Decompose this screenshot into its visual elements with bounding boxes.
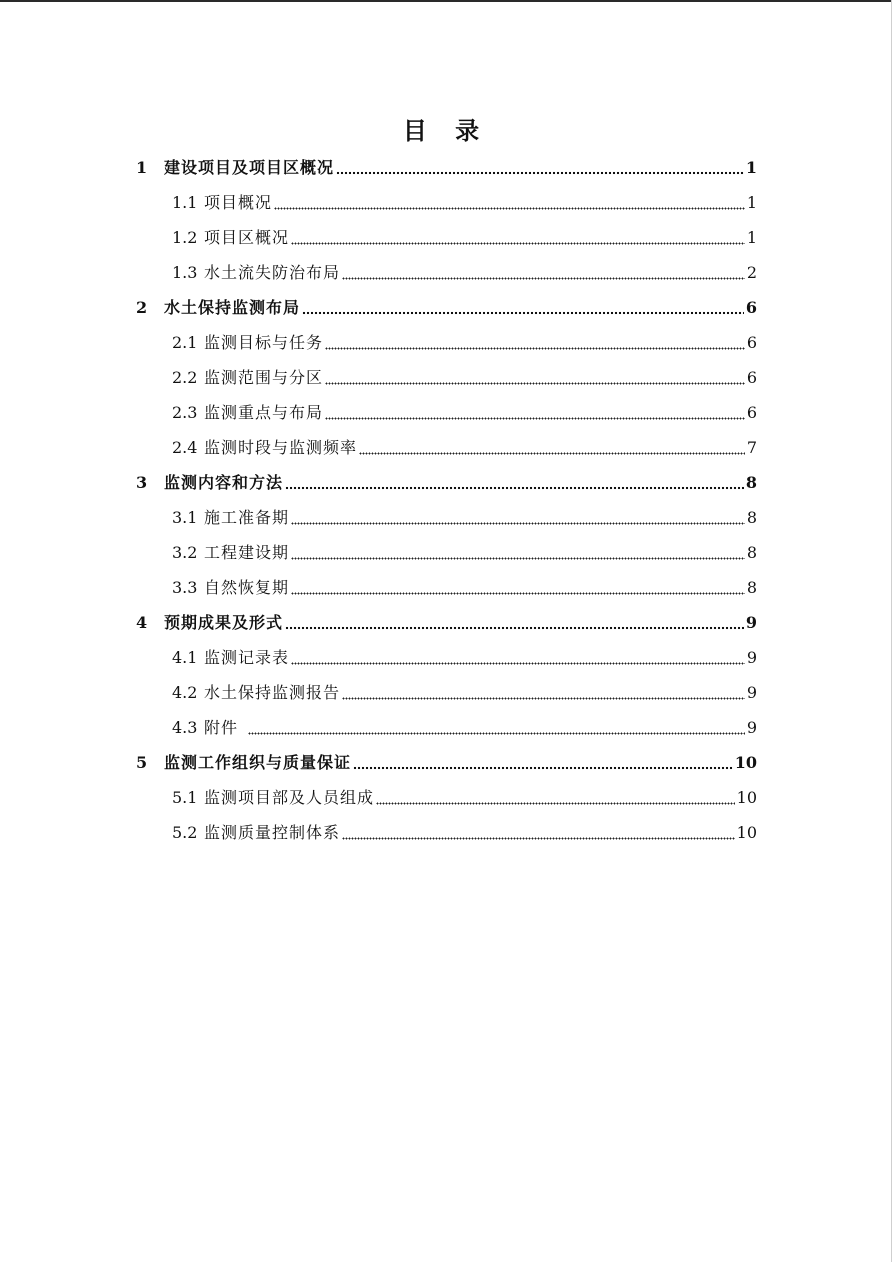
toc-entry-page: 8 [745, 473, 757, 492]
toc-entry-number: 1.1 [172, 193, 198, 212]
toc-entry-text: 监测时段与监测频率 [204, 438, 358, 457]
toc-entry[interactable] [136, 465, 757, 500]
toc-entry-text: 监测范围与分区 [204, 368, 324, 387]
toc-entry-number: 4.2 [172, 683, 198, 702]
toc-entry-text: 项目区概况 [204, 228, 290, 247]
toc-entry-page: 6 [746, 368, 757, 387]
toc-entry-text: 项目概况 [204, 193, 273, 212]
toc-entry[interactable] [172, 570, 757, 605]
toc-dot-leader [342, 675, 745, 710]
toc-entry-page: 8 [746, 543, 757, 562]
toc-dot-leader [325, 360, 745, 395]
toc-entry-text: 监测项目部及人员组成 [204, 788, 375, 807]
toc-entry-page: 9 [746, 718, 757, 737]
toc-dot-leader [291, 500, 745, 535]
toc-entry-page: 8 [746, 508, 757, 527]
toc-entry[interactable] [172, 395, 757, 430]
toc-entry-number: 2 [136, 298, 148, 317]
toc-entry-page: 2 [746, 263, 757, 282]
toc-entry-number: 5.1 [172, 788, 198, 807]
toc-entry-page: 6 [745, 298, 757, 317]
toc-dot-leader [325, 325, 745, 360]
toc-entry-text: 监测记录表 [204, 648, 290, 667]
toc-dot-leader [376, 780, 735, 815]
toc-entry[interactable] [172, 780, 757, 815]
toc-entry-text: 工程建设期 [204, 543, 290, 562]
toc-entry-number: 3.1 [172, 508, 198, 527]
toc-entry[interactable] [172, 430, 757, 465]
toc-entry-text: 建设项目及项目区概况 [164, 158, 335, 177]
toc-dot-leader [302, 290, 744, 325]
toc-entry-page: 8 [746, 578, 757, 597]
toc-entry[interactable] [172, 640, 757, 675]
toc-dot-leader [248, 710, 745, 745]
toc-entry[interactable] [136, 290, 757, 325]
toc-entry-text: 自然恢复期 [204, 578, 290, 597]
toc-dot-leader [325, 395, 745, 430]
toc-entry-text: 监测内容和方法 [164, 473, 284, 492]
toc-entry-text: 水土流失防治布局 [204, 263, 341, 282]
toc-entry-page: 1 [746, 193, 757, 212]
toc-entry[interactable] [172, 360, 757, 395]
toc-entry-text: 监测工作组织与质量保证 [164, 753, 352, 772]
toc-entry-page: 7 [746, 438, 757, 457]
toc-dot-leader [353, 745, 733, 780]
toc-entry[interactable] [172, 220, 757, 255]
toc-dot-leader [274, 185, 745, 220]
toc-entry-text: 水土保持监测布局 [164, 298, 301, 317]
toc-entry-page: 9 [745, 613, 757, 632]
toc-entry-number: 1.2 [172, 228, 198, 247]
toc-dot-leader [285, 465, 744, 500]
toc-entry-text: 水土保持监测报告 [204, 683, 341, 702]
toc-entry-number: 5 [136, 753, 148, 772]
toc-entry-number: 3 [136, 473, 148, 492]
toc-entry[interactable] [172, 815, 757, 850]
toc-entry-number: 3.2 [172, 543, 198, 562]
toc-entry-page: 10 [734, 753, 757, 772]
toc-entry[interactable] [172, 675, 757, 710]
toc-entry-page: 6 [746, 403, 757, 422]
toc-entry-page: 10 [736, 823, 757, 842]
toc-entry-number: 2.3 [172, 403, 198, 422]
toc-entry[interactable] [172, 500, 757, 535]
toc-entry[interactable] [172, 255, 757, 290]
toc-entry[interactable] [136, 745, 757, 780]
toc-title: 目 录 [402, 116, 490, 145]
toc-entry-page: 1 [746, 228, 757, 247]
toc-entry-page: 10 [736, 788, 757, 807]
page-top-border [0, 0, 892, 2]
toc-entry[interactable] [172, 535, 757, 570]
toc-entry-number: 4 [136, 613, 148, 632]
toc-entry-number: 1 [136, 158, 148, 177]
toc-entry-page: 1 [745, 158, 757, 177]
toc-dot-leader [291, 220, 745, 255]
toc-entry-page: 9 [746, 648, 757, 667]
toc-entry-number: 3.3 [172, 578, 198, 597]
toc-dot-leader [291, 570, 745, 605]
toc-entry-text: 附件 [204, 718, 239, 737]
toc-entry[interactable] [172, 325, 757, 360]
toc-entry[interactable] [172, 185, 757, 220]
toc-entry-number: 5.2 [172, 823, 198, 842]
toc-entry-text: 监测目标与任务 [204, 333, 324, 352]
toc-entry-page: 6 [746, 333, 757, 352]
toc-entry-number: 4.1 [172, 648, 198, 667]
toc-dot-leader [336, 150, 744, 185]
toc-entry-text: 监测重点与布局 [204, 403, 324, 422]
toc-entry-number: 4.3 [172, 718, 198, 737]
toc-dot-leader [359, 430, 745, 465]
toc-entry-page: 9 [746, 683, 757, 702]
toc-dot-leader [342, 255, 745, 290]
toc-entry-text: 施工准备期 [204, 508, 290, 527]
toc-entry-number: 1.3 [172, 263, 198, 282]
toc-entry-number: 2.2 [172, 368, 198, 387]
toc-dot-leader [291, 535, 745, 570]
toc-dot-leader [285, 605, 744, 640]
toc-entry[interactable] [136, 150, 757, 185]
toc-entry-text: 监测质量控制体系 [204, 823, 341, 842]
toc-entry-text: 预期成果及形式 [164, 613, 284, 632]
toc-dot-leader [291, 640, 745, 675]
toc-entry[interactable] [136, 605, 757, 640]
toc-dot-leader [342, 815, 735, 850]
toc-entry-number: 2.4 [172, 438, 198, 457]
toc-entry[interactable] [172, 710, 757, 745]
toc-entry-number: 2.1 [172, 333, 198, 352]
